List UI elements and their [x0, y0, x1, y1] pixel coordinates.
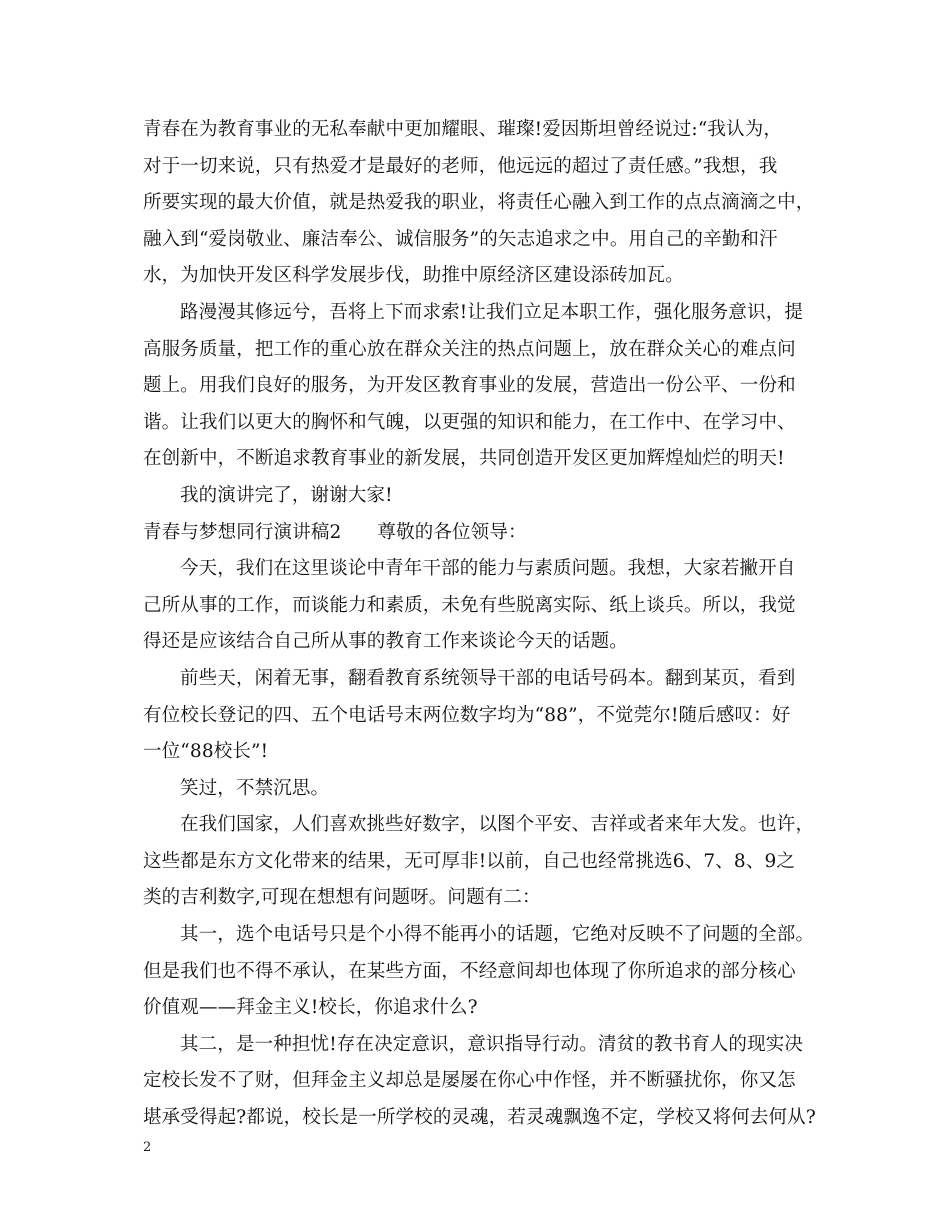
text-line: 其一，选个电话号只是个小得不能再小的话题，它绝对反映不了问题的全部。	[180, 924, 815, 946]
speech-heading-line	[143, 515, 823, 552]
speech-title: 青春与梦想同行演讲稿2	[143, 521, 342, 543]
text-line: 融入到“爱岗敬业、廉洁奉公、诚信服务”的矢志追求之中。用自己的辛勤和汗	[143, 228, 778, 250]
text-line: 前些天，闲着无事，翻看教育系统领导干部的电话号码本。翻到某页，看到	[180, 667, 796, 689]
text-line: 己所从事的工作，而谈能力和素质，未免有些脱离实际、纸上谈兵。所以，我觉	[143, 594, 796, 616]
text-line: 在创新中，不断追求教育事业的新发展，共同创造开发区更加辉煌灿烂的明天!	[143, 448, 785, 470]
text-line: 定校长发不了财，但拜金主义却总是屡屡在你心中作怪，并不断骚扰你，你又怎	[143, 1070, 796, 1092]
text-line: 今天，我们在这里谈论中青年干部的能力与素质问题。我想，大家若撇开自	[180, 558, 796, 580]
text-line: 其二，是一种担忧!存在决定意识，意识指导行动。清贫的教书育人的现实决	[180, 1033, 804, 1055]
text-line: 类的吉利数字,可现在想想有问题呀。问题有二：	[143, 887, 541, 909]
text-line: 在我们国家，人们喜欢挑些好数字，以图个平安、吉祥或者来年大发。也许，	[180, 814, 815, 836]
text-line: 谐。让我们以更大的胸怀和气魄，以更强的知识和能力，在工作中、在学习中、	[143, 411, 796, 433]
text-line: 我的演讲完了，谢谢大家!	[180, 484, 393, 506]
text-block-before	[143, 112, 823, 515]
text-line: 这些都是东方文化带来的结果，无可厚非!以前，自己也经常挑选6、7、8、9之	[143, 850, 796, 872]
page-number: 2	[143, 1140, 152, 1155]
text-line: 笑过，不禁沉思。	[180, 777, 330, 799]
text-line: 高服务质量，把工作的重心放在群众关注的热点问题上，放在群众关心的难点问	[143, 338, 796, 360]
text-line: 对于一切来说，只有热爱才是最好的老师，他远远的超过了责任感。”我想，我	[143, 155, 778, 177]
text-line: 堪承受得起?都说，校长是一所学校的灵魂，若灵魂飘逸不定，学校又将何去何从?	[143, 1107, 816, 1129]
text-line: 题上。用我们良好的服务，为开发区教育事业的发展，营造出一份公平、一份和	[143, 375, 796, 397]
text-block-after	[143, 551, 823, 1137]
text-line: 水，为加快开发区科学发展步伐，助推中原经济区建设添砖加瓦。	[143, 265, 684, 287]
text-line: 所要实现的最大价值，就是热爱我的职业，将责任心融入到工作的点点滴滴之中，	[143, 192, 815, 214]
text-line: 但是我们也不得不承认，在某些方面，不经意间却也体现了你所追求的部分核心	[143, 960, 796, 982]
text-line: 路漫漫其修远兮，吾将上下而求索!让我们立足本职工作，强化服务意识，提	[180, 301, 804, 323]
text-line: 青春在为教育事业的无私奉献中更加耀眼、璀璨!爱因斯坦曾经说过:“我认为，	[143, 119, 783, 140]
salutation: 尊敬的各位领导：	[377, 521, 527, 543]
text-line: 价值观——拜金主义!校长，你追求什么?	[143, 997, 478, 1019]
text-line: 得还是应该结合自己所从事的教育工作来谈论今天的话题。	[143, 631, 628, 653]
text-line: 一位“88校长”!	[143, 741, 269, 763]
text-line: 有位校长登记的四、五个电话号末两位数字均为“88”，不觉莞尔!随后感叹：好	[143, 704, 791, 726]
document-body	[143, 112, 823, 1137]
